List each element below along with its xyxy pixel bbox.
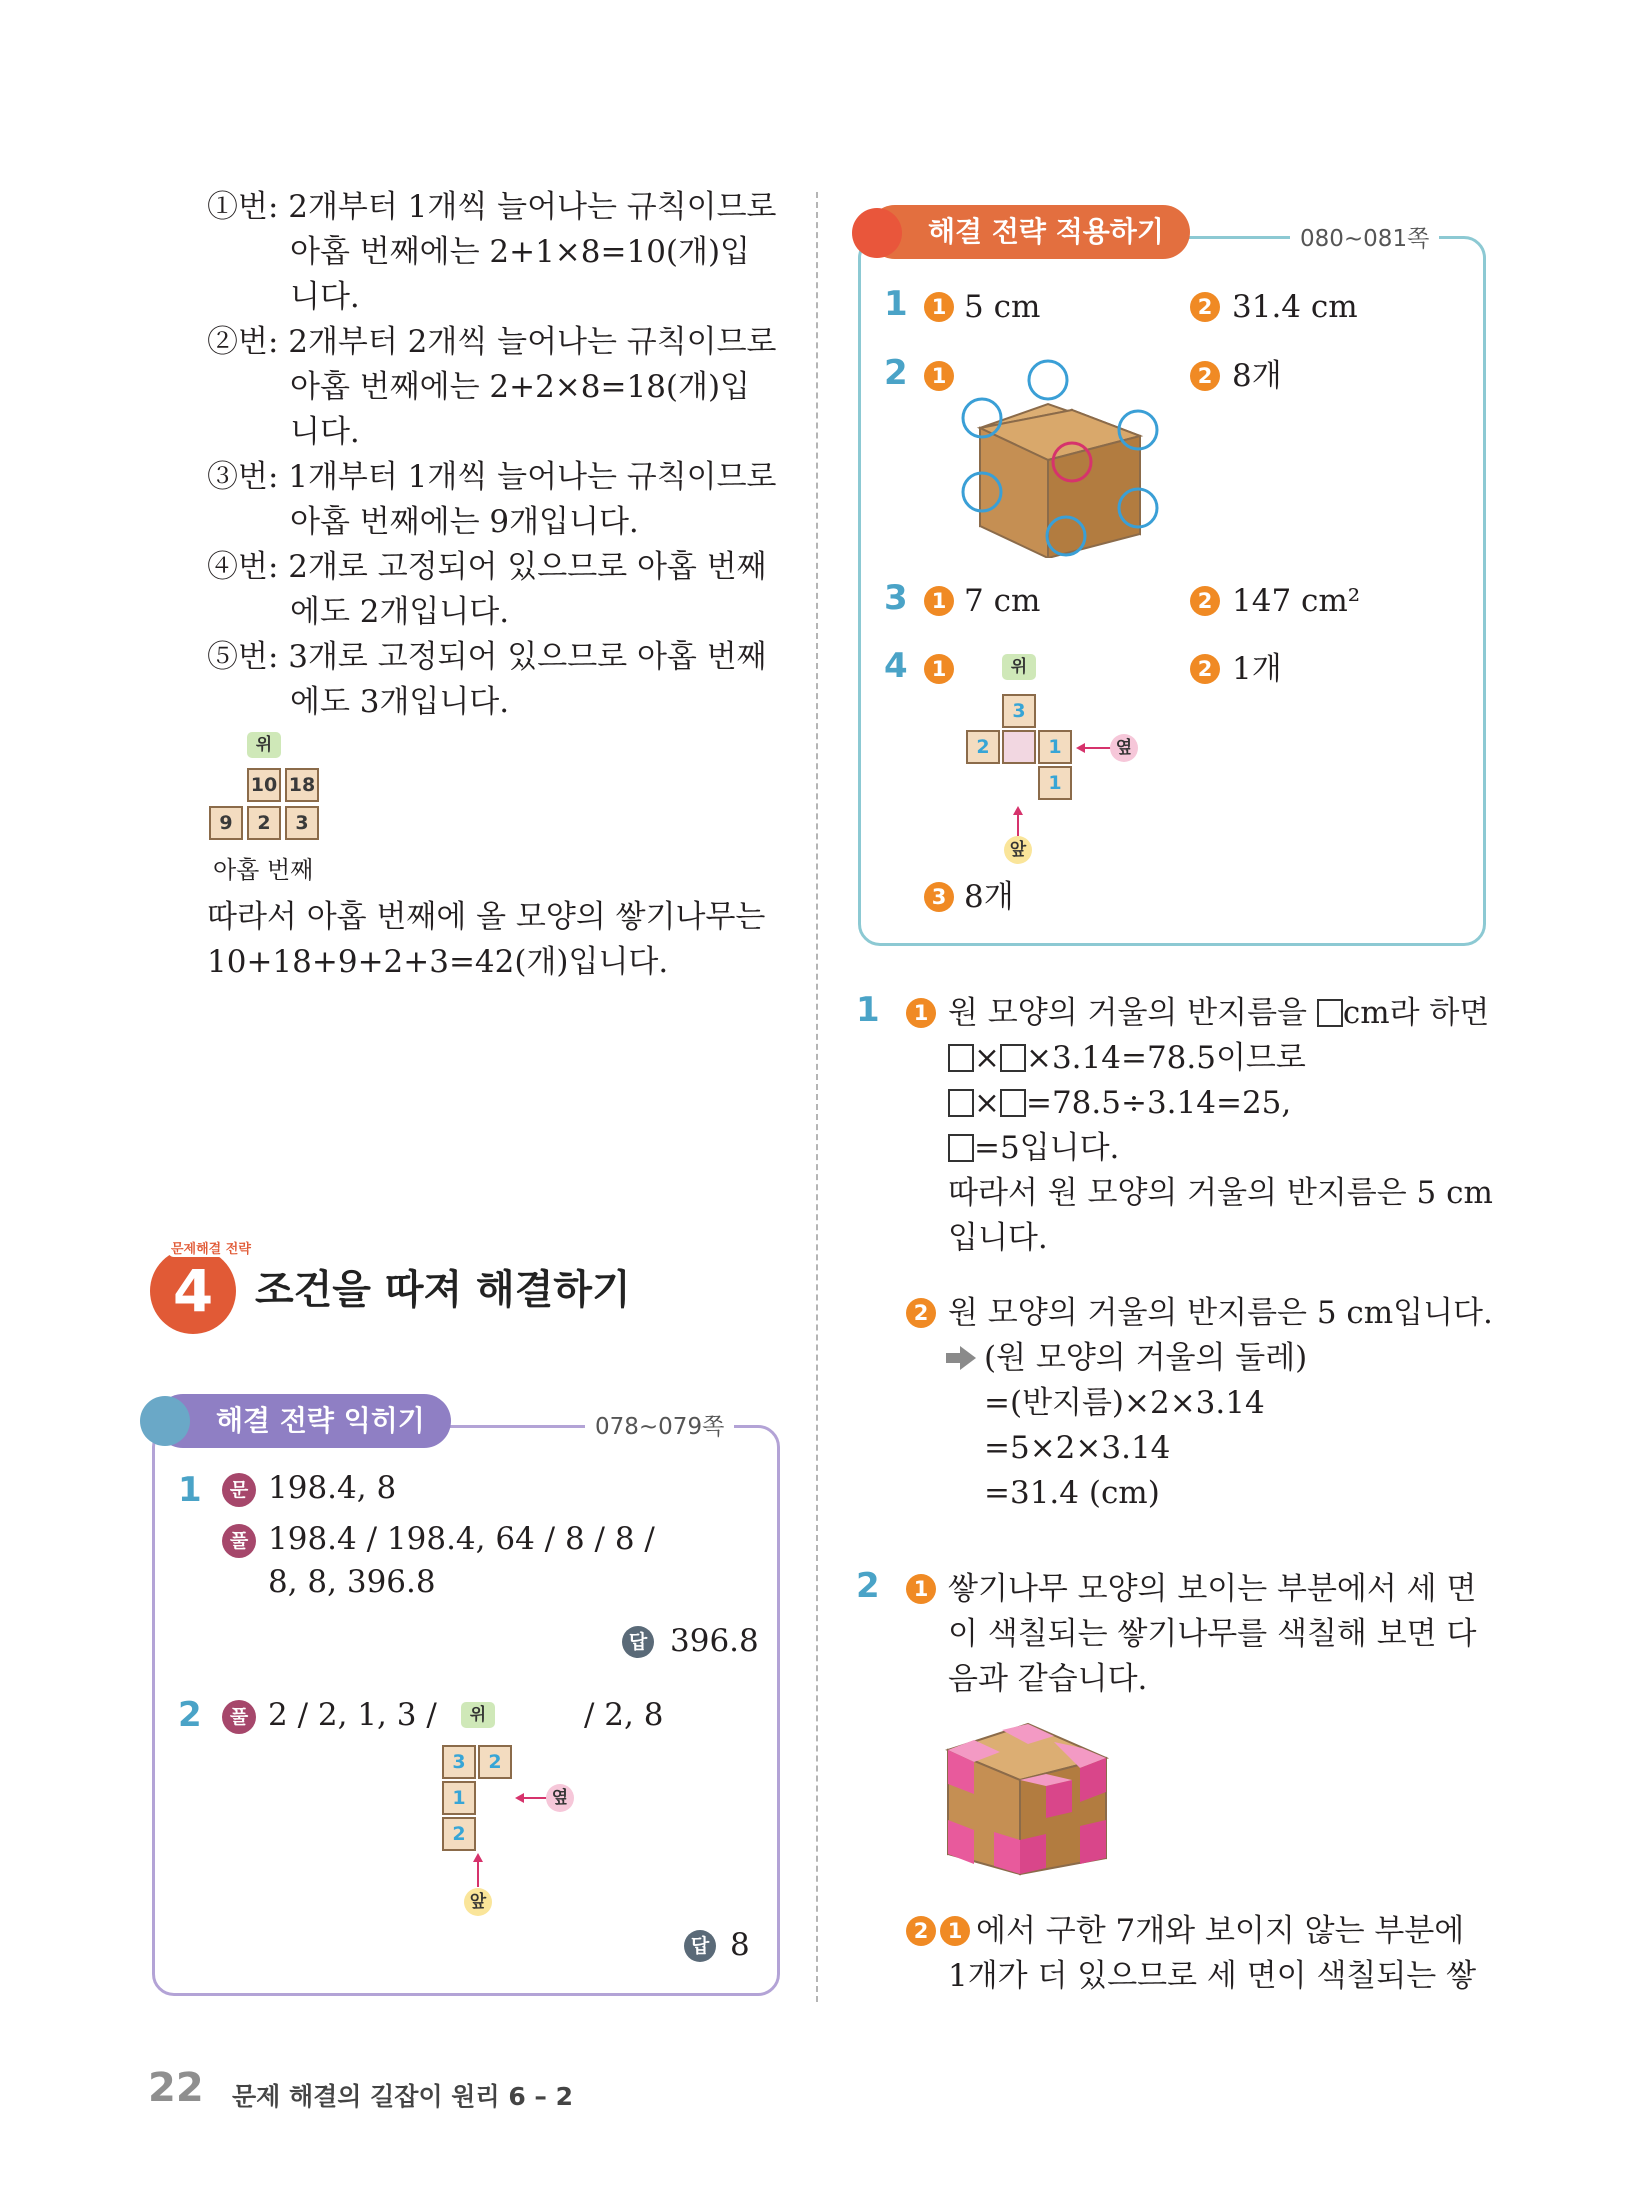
sol1-number: 1 [856, 990, 880, 1030]
circled-2-icon: 2 [906, 1298, 936, 1328]
sol2-b-line2: 1개가 더 있으므로 세 면이 색칠되는 쌓 [948, 1958, 1477, 1994]
top-label: 위 [461, 1702, 495, 1728]
grid-cell: 3 [442, 1745, 476, 1779]
line-10: 에도 2개입니다. [290, 594, 510, 630]
circled-1-icon: 1 [924, 292, 954, 322]
sol1-b-line4: =5×2×3.14 [984, 1430, 1171, 1466]
mascot-icon [140, 1396, 190, 1446]
sol1-a-text: ×3.14=78.5이므로 [1025, 1040, 1306, 1076]
apply-r2-b: 8개 [1232, 358, 1282, 394]
book-title: 문제 해결의 길잡이 원리 6 – 2 [232, 2082, 574, 2111]
section-number: 4 [172, 1257, 214, 1325]
apply-pages: 080~081쪽 [1290, 220, 1439, 253]
circled-2-icon: 2 [1190, 361, 1220, 391]
arrow-right-icon [946, 1346, 978, 1370]
sol1-a-line1 [948, 991, 1489, 1036]
sol1-a-text: 원 모양의 거울의 반지름을 [948, 995, 1307, 1031]
side-label: 옆 [1110, 734, 1138, 762]
circled-2-icon: 2 [1190, 654, 1220, 684]
mun-icon: 문 [222, 1473, 256, 1507]
grid-cell: 2 [442, 1817, 476, 1851]
front-arrow-icon [468, 1853, 488, 1889]
column-divider [816, 192, 818, 2002]
sol1-a-text: × [974, 1085, 1000, 1121]
painted-cube-illustration [942, 1708, 1112, 1876]
circled-3-icon: 3 [924, 882, 954, 912]
grid-cell: 2 [478, 1745, 512, 1779]
blank-square-icon [1000, 1044, 1026, 1072]
grid-cell: 1 [442, 1781, 476, 1815]
practice-q2-dap: 8 [730, 1927, 750, 1963]
section-badge: 문제해결 전략 [168, 1238, 254, 1257]
sol1-a-line3 [948, 1081, 1291, 1126]
circled-2-icon: 2 [1190, 292, 1220, 322]
apply-r3-b: 147 cm² [1232, 583, 1361, 619]
grid-cell: 2 [966, 730, 1000, 764]
front-label: 앞 [464, 1888, 492, 1916]
apply-r4-c: 8개 [964, 879, 1014, 915]
apply-r1-number: 1 [884, 284, 908, 324]
blank-square-icon [1000, 1089, 1026, 1117]
circled-1-icon: 1 [924, 586, 954, 616]
sol1-a-text: × [974, 1040, 1000, 1076]
wood-cube-illustration [960, 358, 1170, 558]
sol1-a-line5: 따라서 원 모양의 거울의 반지름은 5 cm [948, 1175, 1493, 1211]
top-label: 위 [1002, 654, 1036, 680]
apply-r3-number: 3 [884, 578, 908, 618]
apply-r1-a: 5 cm [964, 289, 1041, 325]
sol2-a-line1: 쌓기나무 모양의 보이는 부분에서 세 면 [948, 1571, 1477, 1607]
apply-r1-b: 31.4 cm [1232, 289, 1358, 325]
line-1: ①번: 2개부터 1개씩 늘어나는 규칙이므로 [207, 189, 777, 225]
conclusion-2: 10+18+9+2+3=42(개)입니다. [207, 944, 669, 980]
top-label: 위 [247, 732, 281, 758]
grid-cell: 18 [285, 768, 319, 802]
practice-q2-pul-a: 2 / 2, 1, 3 / [268, 1697, 437, 1733]
practice-q2-pul-b: / 2, 8 [584, 1697, 664, 1733]
circled-1-icon: 1 [940, 1916, 970, 1946]
practice-q1-pul-1: 198.4 / 198.4, 64 / 8 / 8 / [268, 1521, 655, 1557]
sol1-a-line4 [948, 1126, 1119, 1171]
line-12: 에도 3개입니다. [290, 684, 510, 720]
pul-icon: 풀 [222, 1700, 256, 1734]
sol1-a-text: =5입니다. [974, 1130, 1120, 1166]
sol2-a-line2: 이 색칠되는 쌓기나무를 색칠해 보면 다 [948, 1616, 1477, 1652]
sol1-b-line1: 원 모양의 거울의 반지름은 5 cm입니다. [948, 1295, 1493, 1331]
practice-q1-mun: 198.4, 8 [268, 1470, 397, 1506]
practice-banner [156, 1394, 451, 1448]
sol2-number: 2 [856, 1566, 880, 1606]
sol1-b-line5: =31.4 (cm) [984, 1475, 1160, 1511]
blank-square-icon [948, 1044, 974, 1072]
circled-2-icon: 2 [1190, 586, 1220, 616]
line-11: ⑤번: 3개로 고정되어 있으므로 아홉 번째 [207, 639, 767, 675]
section-number-circle [150, 1248, 236, 1334]
practice-q1-pul-2: 8, 8, 396.8 [268, 1564, 436, 1600]
sol1-a-line6: 입니다. [948, 1220, 1048, 1256]
line-5: 아홉 번째에는 2+2×8=18(개)입 [290, 369, 751, 405]
practice-pages: 078~079쪽 [585, 1408, 734, 1441]
line-8: 아홉 번째에는 9개입니다. [290, 504, 639, 540]
sol1-a-line2 [948, 1036, 1306, 1081]
sol1-b-line3: =(반지름)×2×3.14 [984, 1385, 1265, 1421]
sol1-b-line2: (원 모양의 거울의 둘레) [984, 1340, 1308, 1376]
blank-square-icon [1317, 999, 1343, 1027]
dap-icon: 답 [684, 1930, 716, 1962]
mascot-icon [852, 208, 902, 258]
grid-cell: 10 [247, 768, 281, 802]
grid-cell: 1 [1038, 730, 1072, 764]
apply-r4-number: 4 [884, 646, 908, 686]
circled-1-icon: 1 [906, 998, 936, 1028]
line-7: ③번: 1개부터 1개씩 늘어나는 규칙이므로 [207, 459, 777, 495]
blank-square-icon [948, 1134, 974, 1162]
grid-cell-blank [1002, 730, 1036, 764]
front-label: 앞 [1004, 836, 1032, 864]
conclusion-1: 따라서 아홉 번째에 올 모양의 쌓기나무는 [207, 899, 766, 935]
grid-cell: 3 [1002, 694, 1036, 728]
circled-1-icon: 1 [924, 361, 954, 391]
line-4: ②번: 2개부터 2개씩 늘어나는 규칙이므로 [207, 324, 777, 360]
grid-cell: 9 [209, 806, 243, 840]
line-6: 니다. [290, 414, 360, 450]
grid-cell: 2 [247, 806, 281, 840]
apply-banner [868, 205, 1190, 259]
dap-icon: 답 [622, 1626, 654, 1658]
apply-r3-a: 7 cm [964, 583, 1041, 619]
sol1-a-text: =78.5÷3.14=25, [1025, 1085, 1292, 1121]
section-title: 조건을 따져 해결하기 [255, 1267, 631, 1313]
practice-q1-number: 1 [178, 1470, 202, 1510]
apply-r2-number: 2 [884, 353, 908, 393]
page-number: 22 [148, 2065, 204, 2111]
grid-cell: 1 [1038, 766, 1072, 800]
circled-2-icon: 2 [906, 1916, 936, 1946]
grid-cell: 3 [285, 806, 319, 840]
practice-q1-dap: 396.8 [670, 1623, 759, 1659]
blank-square-icon [948, 1089, 974, 1117]
front-arrow-icon [1008, 806, 1028, 838]
practice-banner-text: 해결 전략 익히기 [216, 1404, 425, 1437]
sol1-a-text: cm라 하면 [1342, 995, 1490, 1031]
line-2: 아홉 번째에는 2+1×8=10(개)입 [290, 234, 751, 270]
pul-icon: 풀 [222, 1524, 256, 1558]
apply-banner-text: 해결 전략 적용하기 [928, 215, 1164, 248]
circled-1-icon: 1 [924, 654, 954, 684]
circled-1-icon: 1 [906, 1574, 936, 1604]
line-3: 니다. [290, 279, 360, 315]
apply-r4-b: 1개 [1232, 651, 1282, 687]
side-label: 옆 [546, 1784, 574, 1812]
line-9: ④번: 2개로 고정되어 있으므로 아홉 번째 [207, 549, 767, 585]
sol2-b-line1: 에서 구한 7개와 보이지 않는 부분에 [976, 1913, 1465, 1949]
sol2-a-line3: 음과 같습니다. [948, 1661, 1148, 1697]
practice-q2-number: 2 [178, 1695, 202, 1735]
grid-caption: 아홉 번째 [213, 856, 314, 884]
